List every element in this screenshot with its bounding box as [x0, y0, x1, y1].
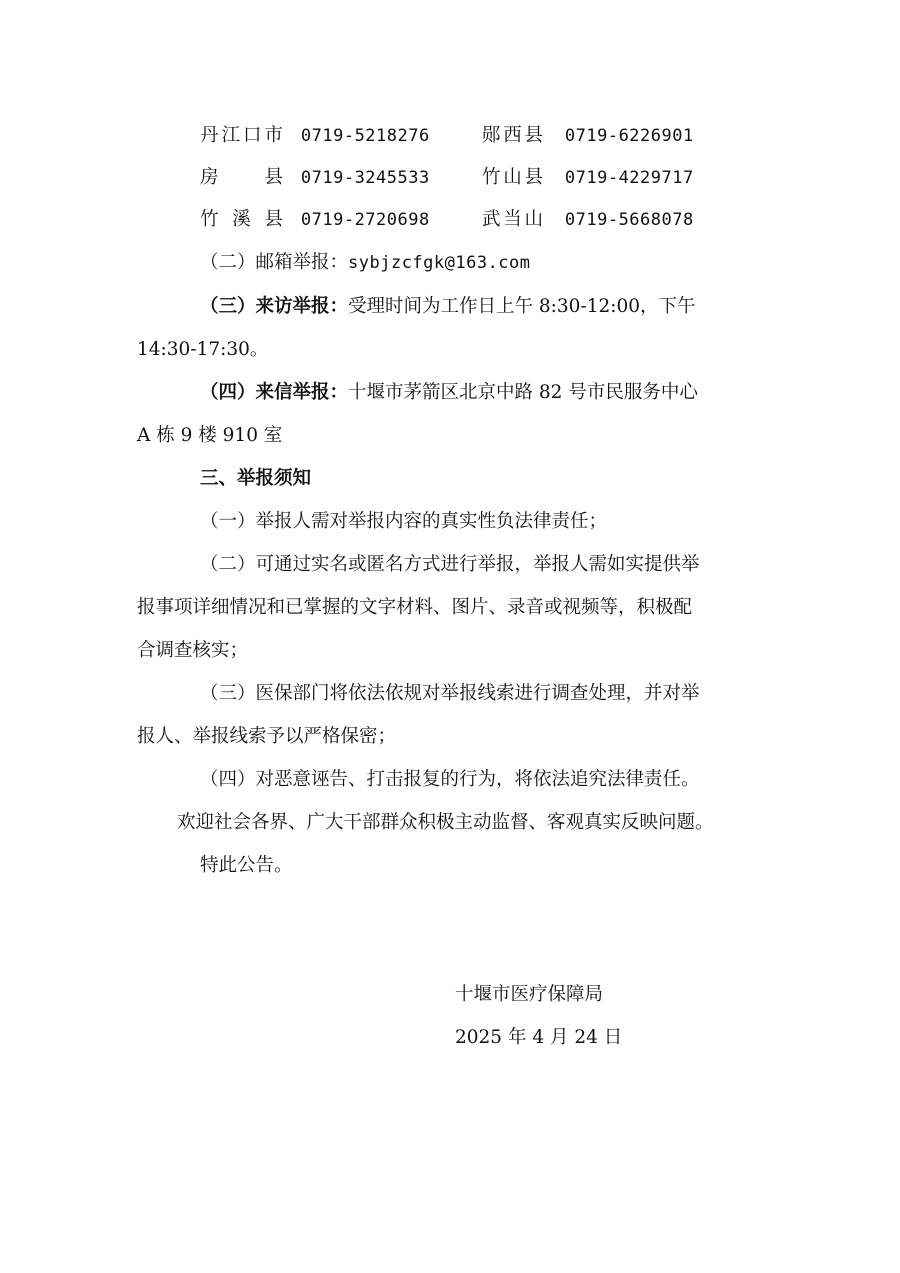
- email-report: [200, 250, 531, 276]
- contact-phone: 0719-6226901: [564, 126, 694, 146]
- contact-phone: 0719-5668078: [564, 210, 694, 230]
- contact-name: 丹江口市: [200, 125, 284, 146]
- letter-report: [200, 380, 698, 406]
- contact-name: 武当山: [482, 209, 544, 230]
- closing-text: 特此公告。: [200, 855, 293, 876]
- email-label: （二）邮箱举报：: [200, 252, 349, 273]
- contact-phone: 0719-2720698: [300, 210, 430, 230]
- contact-phone: 0719-5218276: [300, 126, 430, 146]
- letter-text: 十堰市茅箭区北京中路 82 号市民服务中心: [348, 382, 698, 403]
- contact-name: 竹溪县: [200, 209, 284, 230]
- letter-label: （四）来信举报：: [200, 382, 349, 403]
- visit-report: [200, 294, 696, 320]
- contact-row-3: [200, 207, 430, 233]
- contact-name: 房县: [200, 167, 284, 188]
- visit-text: 受理时间为工作日上午 8:30-12:00，下午: [348, 296, 696, 317]
- notice-item-3-cont: 报人、举报线索予以严格保密；: [137, 726, 397, 747]
- contact-name: 竹山县: [482, 167, 544, 188]
- contact-phone: 0719-4229717: [564, 168, 694, 188]
- notice-item-3: （三）医保部门将依法依规对举报线索进行调查处理，并对举: [200, 683, 700, 704]
- contact-phone: 0719-3245533: [300, 168, 430, 188]
- contact-row-1: [200, 123, 430, 149]
- letter-text-cont: A 栋 9 楼 910 室: [137, 425, 283, 446]
- notice-item-1: （一）举报人需对举报内容的真实性负法律责任；: [200, 511, 608, 532]
- section-heading: 三、举报须知: [200, 468, 312, 489]
- issuer-name: 十堰市医疗保障局: [455, 984, 604, 1005]
- notice-item-4: （四）对恶意诬告、打击报复的行为，将依法追究法律责任。: [200, 769, 700, 790]
- notice-item-2: （二）可通过实名或匿名方式进行举报，举报人需如实提供举: [200, 554, 700, 575]
- contact-row-3b: [482, 207, 694, 233]
- issue-date: 2025 年 4 月 24 日: [455, 1027, 623, 1048]
- contact-row-2b: [482, 165, 694, 191]
- contact-name: 郧西县: [482, 125, 544, 146]
- contact-row-1b: [482, 123, 694, 149]
- email-address: sybjzcfgk@163.com: [348, 253, 531, 273]
- visit-label: （三）来访举报：: [200, 296, 349, 317]
- notice-item-2-cont: 报事项详细情况和已掌握的文字材料、图片、录音或视频等，积极配: [137, 597, 693, 618]
- welcome-text: 欢迎社会各界、广大干部群众积极主动监督、客观真实反映问题。: [177, 812, 714, 833]
- notice-item-2-cont2: 合调查核实；: [137, 640, 249, 661]
- visit-text-cont: 14:30-17:30。: [137, 339, 269, 360]
- contact-row-2: [200, 165, 430, 191]
